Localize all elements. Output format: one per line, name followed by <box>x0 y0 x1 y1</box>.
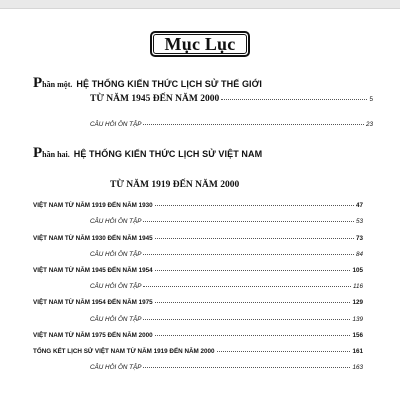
entry-label: VIỆT NAM TỪ NĂM 1975 ĐẾN NĂM 2000 <box>33 332 153 339</box>
entry-label: CÂU HỎI ÔN TẬP <box>90 316 142 323</box>
page-number: 47 <box>355 202 363 209</box>
page-number: 139 <box>352 316 363 323</box>
entry-label: VIỆT NAM TỪ NĂM 1919 ĐẾN NĂM 1930 <box>33 202 153 209</box>
entry-label: CÂU HỎI ÔN TẬP <box>90 364 142 371</box>
top-bar <box>0 0 400 9</box>
leader-dots <box>143 124 364 125</box>
leader-dots <box>143 221 354 222</box>
leader-dots <box>155 335 351 336</box>
part-two-subtitle: TỪ NĂM 1919 ĐẾN NĂM 2000 <box>110 180 240 190</box>
part-one-heading <box>33 76 373 91</box>
part-one-subtitle-row[interactable] <box>90 95 373 104</box>
toc-entry[interactable] <box>33 202 363 210</box>
page-number: 23 <box>365 121 373 128</box>
page-number: 5 <box>369 96 373 103</box>
part-one-label: hần một. <box>42 80 73 89</box>
leader-dots <box>143 254 354 255</box>
leader-dots <box>143 367 350 368</box>
part-one-subtitle: TỪ NĂM 1945 ĐẾN NĂM 2000 <box>90 94 220 104</box>
part-two-title: HỆ THỐNG KIẾN THỨC LỊCH SỬ VIỆT NAM <box>73 149 263 159</box>
leader-dots <box>155 205 354 206</box>
toc-entry-review[interactable] <box>90 364 363 372</box>
part-one-title: HỆ THỐNG KIẾN THỨC LỊCH SỬ THẾ GIỚI <box>76 79 263 89</box>
page-number: 84 <box>355 251 363 258</box>
entry-label: CÂU HỎI ÔN TẬP <box>90 283 142 290</box>
toc-entry[interactable] <box>33 299 363 307</box>
entry-label: CÂU HỎI ÔN TẬP <box>90 218 142 225</box>
leader-dots <box>221 99 367 100</box>
page-number: 105 <box>352 267 363 274</box>
leader-dots <box>143 286 351 287</box>
leader-dots <box>155 270 351 271</box>
toc-entry-review[interactable] <box>90 316 363 324</box>
entry-label: VIỆT NAM TỪ NĂM 1930 ĐẾN NĂM 1945 <box>33 235 153 242</box>
toc-entry[interactable] <box>33 235 363 243</box>
toc-entry-review[interactable] <box>90 283 363 291</box>
page-number: 73 <box>355 235 363 242</box>
part-two-heading <box>33 146 373 161</box>
leader-dots <box>217 351 351 352</box>
part-one-dropcap: P <box>33 75 43 91</box>
page-number: 129 <box>352 299 363 306</box>
part-two-label: hần hai. <box>42 150 70 159</box>
leader-dots <box>155 302 351 303</box>
toc-entry[interactable] <box>33 332 363 340</box>
page-number: 156 <box>352 332 363 339</box>
entry-label: CÂU HỎI ÔN TẬP <box>90 251 142 258</box>
part-two-dropcap: P <box>33 145 43 161</box>
title-frame <box>150 31 250 57</box>
page-title: Mục Lục <box>164 33 236 54</box>
page-number: 161 <box>352 348 363 355</box>
page-number: 116 <box>352 283 363 290</box>
toc-entry[interactable] <box>33 267 363 275</box>
part-one-review-row[interactable] <box>90 121 373 129</box>
entry-label: TỔNG KẾT LỊCH SỬ VIỆT NAM TỪ NĂM 1919 ĐẾN NĂM 2000 <box>33 348 215 355</box>
leader-dots <box>143 319 350 320</box>
page-number: 163 <box>352 364 363 371</box>
page-number: 53 <box>355 218 363 225</box>
leader-dots <box>155 238 354 239</box>
part-two-subtitle-wrap <box>110 174 310 192</box>
review-label: CÂU HỎI ÔN TẬP <box>90 121 142 128</box>
entry-label: VIỆT NAM TỪ NĂM 1945 ĐẾN NĂM 1954 <box>33 267 153 274</box>
toc-entry-review[interactable] <box>90 218 363 226</box>
toc-entry[interactable] <box>33 348 363 356</box>
entry-label: VIỆT NAM TỪ NĂM 1954 ĐẾN NĂM 1975 <box>33 299 153 306</box>
toc-entry-review[interactable] <box>90 251 363 259</box>
